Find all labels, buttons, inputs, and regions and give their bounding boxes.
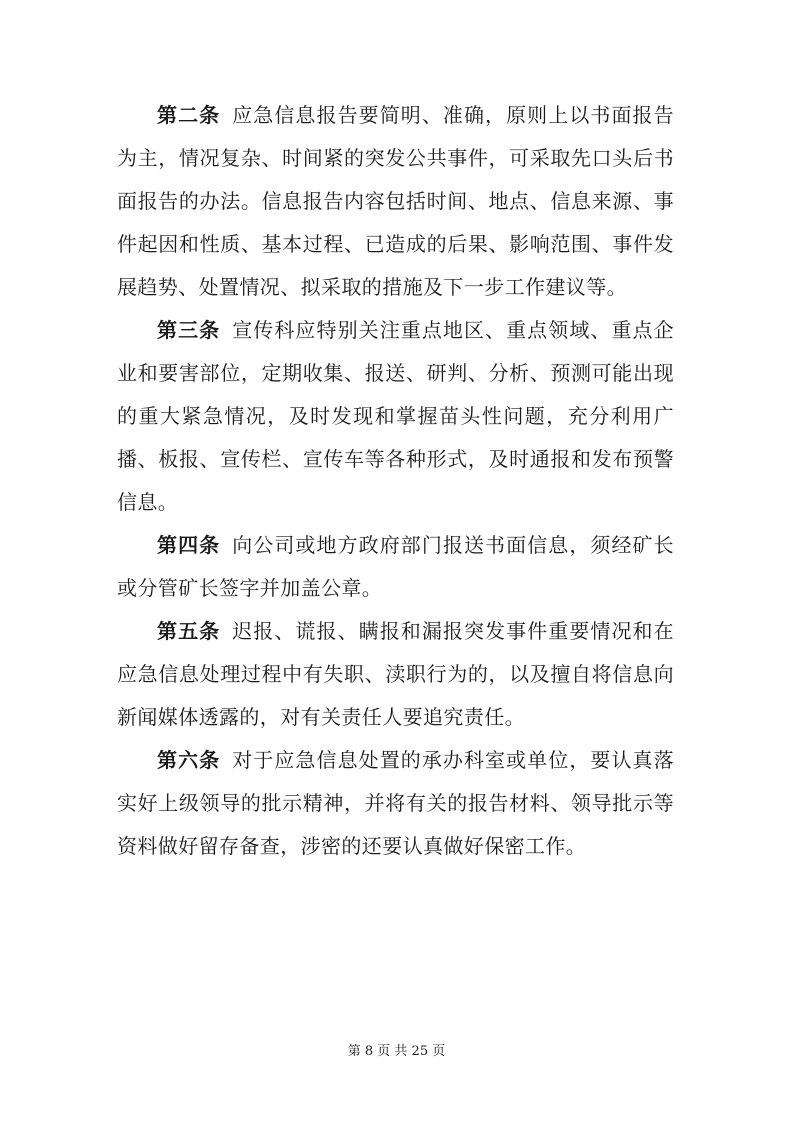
article-3 (117, 309, 674, 524)
article-title: 第六条 (157, 748, 221, 772)
article-text: 向公司或地方政府部门报送书面信息，须经矿长或分管矿长签字并加盖公章。 (117, 533, 675, 600)
page-number-footer: 第 8 页 共 25 页 (347, 1044, 446, 1059)
article-title: 第三条 (157, 318, 221, 342)
document-body (117, 94, 674, 868)
article-title: 第二条 (157, 103, 221, 127)
article-text: 宣传科应特别关注重点地区、重点领域、重点企业和要害部位，定期收集、报送、研判、分析、预测可能出现的重大紧急情况，及时发现和掌握苗头性问题，充分利用广播、板报、宣传栏、宣传车等各种形式，及时通报和发布预警信息。 (117, 318, 675, 514)
article-title: 第五条 (157, 619, 221, 643)
article-text: 对于应急信息处置的承办科室或单位，要认真落实好上级领导的批示精神，并将有关的报告材料、领导批示等资料做好留存备查，涉密的还要认真做好保密工作。 (117, 748, 675, 858)
article-2 (117, 94, 674, 309)
article-text: 应急信息报告要简明、准确，原则上以书面报告为主，情况复杂、时间紧的突发公共事件，可采取先口头后书面报告的办法。信息报告内容包括时间、地点、信息来源、事件起因和性质、基本过程、已造成的后果、影响范围、事件发展趋势、处置情况、拟采取的措施及下一步工作建议等。 (117, 103, 675, 299)
article-5 (117, 610, 674, 739)
article-4 (117, 524, 674, 610)
article-title: 第四条 (157, 533, 221, 557)
article-text: 迟报、谎报、瞒报和漏报突发事件重要情况和在应急信息处理过程中有失职、渎职行为的，以及擅自将信息向新闻媒体透露的，对有关责任人要追究责任。 (117, 619, 675, 729)
article-6 (117, 739, 674, 868)
